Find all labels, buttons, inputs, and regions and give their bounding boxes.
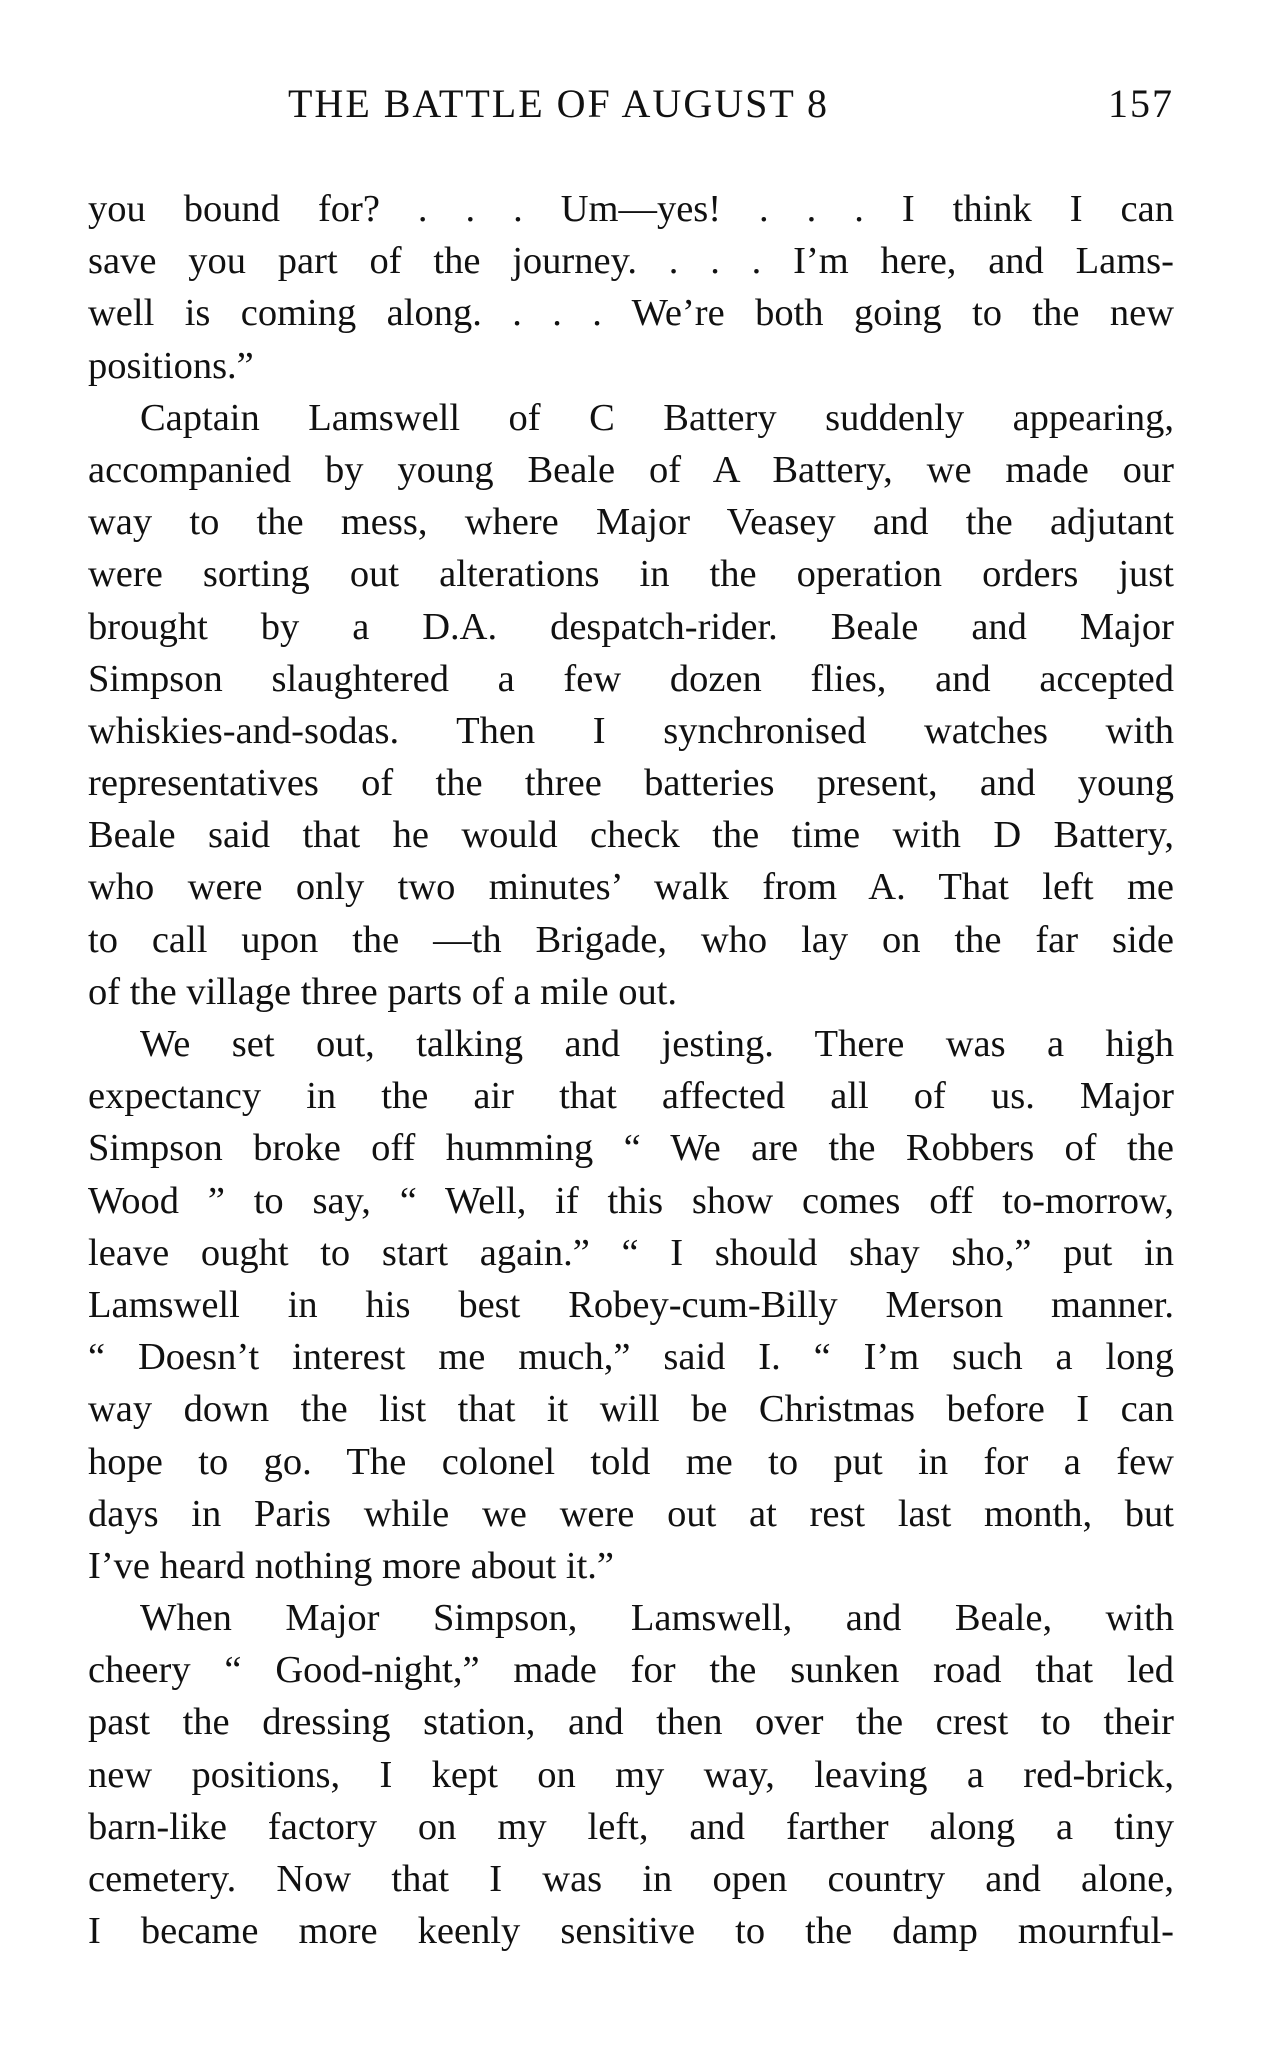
text-line: Lamswell in his best Robey-cum-Billy Merson manner.	[88, 1283, 1174, 1326]
text-line: leave ought to start again.” “ I should shay sho,” put in	[88, 1231, 1174, 1274]
text-line: positions.”	[88, 344, 254, 387]
text-line: cheery “ Good-night,” made for the sunken road that led	[88, 1649, 1174, 1692]
text-line: Wood ” to say, “ Well, if this show comes off to-morrow,	[88, 1179, 1174, 1222]
text-line: way to the mess, where Major Veasey and the adjutant	[88, 501, 1174, 544]
text-line: accompanied by young Beale of A Battery, we made our	[88, 448, 1174, 491]
text-line: brought by a D.A. despatch-rider. Beale and Major	[88, 605, 1174, 648]
text-line: Beale said that he would check the time with D Battery,	[88, 814, 1174, 857]
running-head	[88, 80, 1174, 130]
text-line: When Major Simpson, Lamswell, and Beale, with	[140, 1597, 1174, 1640]
text-line: who were only two minutes’ walk from A. That left me	[88, 866, 1174, 909]
text-line: Captain Lamswell of C Battery suddenly appearing,	[140, 396, 1174, 439]
text-line: expectancy in the air that affected all of us. Major	[88, 1075, 1174, 1118]
text-line: new positions, I kept on my way, leaving a red-brick,	[88, 1753, 1174, 1796]
text-line: representatives of the three batteries present, and young	[88, 762, 1174, 805]
running-title: THE BATTLE OF AUGUST 8	[288, 81, 830, 126]
text-line: hope to go. The colonel told me to put in for a few	[88, 1440, 1174, 1483]
text-line: “ Doesn’t interest me much,” said I. “ I’m such a long	[88, 1336, 1174, 1379]
text-line: Simpson broke off humming “ We are the Robbers of the	[88, 1127, 1174, 1170]
text-line: days in Paris while we were out at rest last month, but	[88, 1492, 1174, 1535]
text-line: Simpson slaughtered a few dozen flies, and accepted	[88, 657, 1174, 700]
text-line: whiskies-and-sodas. Then I synchronised watches with	[88, 709, 1174, 752]
text-line: way down the list that it will be Christmas before I can	[88, 1388, 1174, 1431]
text-line: to call upon the —th Brigade, who lay on the far side	[88, 918, 1174, 961]
text-line: cemetery. Now that I was in open country and alone,	[88, 1858, 1174, 1900]
text-line: I’ve heard nothing more about it.”	[88, 1544, 614, 1587]
text-line: well is coming along. . . . We’re both going to the new	[88, 292, 1174, 335]
body-text	[88, 183, 1174, 1957]
text-line: were sorting out alterations in the operation orders just	[88, 553, 1174, 596]
text-line: past the dressing station, and then over the crest to their	[88, 1701, 1174, 1744]
text-line: barn-like factory on my left, and farther along a tiny	[88, 1805, 1174, 1848]
text-line: you bound for? . . . Um—yes! . . . I think I can	[88, 188, 1174, 230]
page-number: 157	[1108, 81, 1174, 126]
text-line: I became more keenly sensitive to the damp mournful-	[88, 1910, 1174, 1953]
text-line: save you part of the journey. . . . I’m here, and Lams-	[88, 240, 1174, 283]
text-line: We set out, talking and jesting. There was a high	[140, 1023, 1174, 1065]
text-line: of the village three parts of a mile out.	[88, 970, 678, 1013]
